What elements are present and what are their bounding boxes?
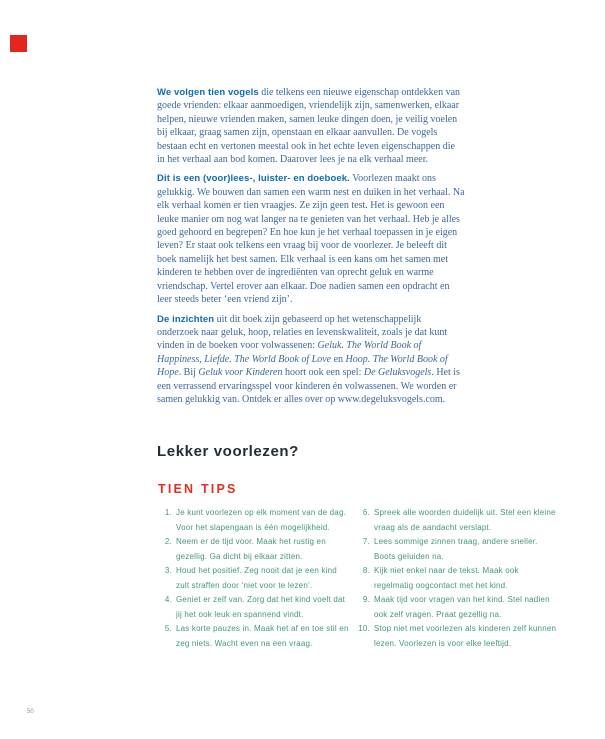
tip-text: Je kunt voorlezen op elk moment van de dag. Voor het slapengaan is één mogelijkheid. bbox=[176, 508, 347, 532]
paragraph-segment: die telkens een nieuwe eigenschap ontdekken van goede vrienden: elkaar aanmoedigen, vriendelijk zijn, samenwerken, elkaar helpen, nieuwe vrienden maken, samen leuke dingen doen, je veilig voelen bij elkaar, graag samen zijn, openstaan en elkaar aanvullen. De vogels bestaan echt en vertonen meestal ook in het echte leven eigenschappen die in het verhaal aan bod komen. Daarover lees je na elk verhaal meer. bbox=[157, 87, 461, 166]
paragraph-segment: . Bij bbox=[178, 367, 199, 379]
tip-item bbox=[358, 535, 558, 564]
tip-number: 10. bbox=[358, 624, 370, 633]
tips-column-right bbox=[358, 506, 558, 651]
tip-item bbox=[160, 506, 352, 535]
tip-item bbox=[358, 564, 558, 593]
tip-text: Stop niet met voorlezen als kinderen zelf kunnen lezen. Voorlezen is voor elke leeftijd. bbox=[374, 624, 557, 648]
tip-item bbox=[160, 593, 352, 622]
intro-paragraph-inzichten bbox=[157, 313, 465, 407]
tip-text: Spreek alle woorden duidelijk uit. Stel een kleine vraag als de aandacht verslapt. bbox=[374, 508, 556, 532]
tip-item bbox=[160, 564, 352, 593]
tip-text: Maak tijd voor vragen van het kind. Stel nadien ook zelf vragen. Praat gezellig na. bbox=[374, 595, 550, 619]
tip-number: 9. bbox=[362, 595, 370, 604]
tips-heading: TIEN TIPS bbox=[158, 482, 238, 496]
tip-item bbox=[358, 593, 558, 622]
tip-item bbox=[160, 622, 352, 651]
section-heading: Lekker voorlezen? bbox=[157, 443, 299, 460]
paragraph-segment: Liefde. The World Book of Love bbox=[204, 353, 332, 365]
tip-item bbox=[160, 535, 352, 564]
tip-number: 4. bbox=[164, 595, 172, 604]
tip-text: Kijk niet enkel naar de tekst. Maak ook regelmatig oogcontact met het kind. bbox=[374, 566, 519, 590]
paragraph-segment: . Het is een verrassend ervaringsspel voor kinderen én volwassenen. We worden er samen gelukkig van. Ontdek er alles over op www.degeluksvogels.com. bbox=[157, 367, 460, 405]
paragraph-lead-in: Dit is een (voor)lees-, luister- en doeboek. bbox=[157, 173, 350, 185]
paragraph-segment: Voorlezen maakt ons gelukkig. We bouwen dan samen een warm nest en duiken in het verhaal. Na elk verhaal komen er tien vraagjes. Ze zijn geen test. Het is gewoon een leuke manier om nog wat langer na te genieten van het verhaal. Heb je alles goed gehoord en begrepen? En hoe kun je het verhaal toepassen in je eigen leven? Er staat ook telkens een vraag bij voor de voorlezer. Je beleeft dit boek namelijk het best samen. Elk verhaal is een kans om het samen met kinderen te hebben over de ingrediënten van oprecht geluk en warme vriendschap. Vertel erover aan elkaar. Doe nadien samen een opdracht en leer steeds beter ‘een vriend zijn’. bbox=[157, 173, 465, 306]
paragraph-segment: Geluk. The World Book of Happiness bbox=[157, 340, 422, 365]
paragraph-segment: en bbox=[331, 353, 346, 365]
tip-number: 6. bbox=[362, 508, 370, 517]
intro-text-block bbox=[157, 86, 465, 406]
tip-number: 7. bbox=[362, 537, 370, 546]
tip-number: 5. bbox=[164, 624, 172, 633]
tip-number: 2. bbox=[164, 537, 172, 546]
tip-number: 1. bbox=[164, 508, 172, 517]
intro-paragraph-doeboek bbox=[157, 172, 465, 306]
intro-paragraph-vogels bbox=[157, 86, 465, 166]
tip-text: Lees sommige zinnen traag, andere sneller. Boots geluiden na. bbox=[374, 537, 538, 561]
paragraph-segment: Hoop. The World Book of Hope bbox=[157, 353, 448, 379]
tip-number: 3. bbox=[164, 566, 172, 575]
tip-text: Las korte pauzes in. Maak het af en toe stil en zeg niets. Wacht even na een vraag. bbox=[176, 624, 349, 648]
page-number: 50 bbox=[27, 709, 34, 715]
tip-text: Neem er de tijd voor. Maak het rustig en gezellig. Ga dicht bij elkaar zitten. bbox=[176, 537, 326, 561]
paragraph-segment: uit dit boek zijn gebaseerd op het wetenschappelijk onderzoek naar geluk, hoop, relaties en levenskwaliteit, zoals je dat kunt vinden in de boeken voor volwassenen: bbox=[157, 313, 448, 352]
paragraph-segment: Geluk voor Kinderen bbox=[198, 367, 283, 379]
tip-text: Houd het positief. Zeg nooit dat je een kind zult straffen door ‘niet voor te lezen’. bbox=[176, 566, 337, 590]
tip-number: 8. bbox=[362, 566, 370, 575]
paragraph-segment: hoort ook een spel: bbox=[282, 367, 364, 379]
paragraph-lead-in: We volgen tien vogels bbox=[157, 87, 259, 98]
tip-text: Geniet er zelf van. Zorg dat het kind voelt dat jij het ook leuk en spannend vindt. bbox=[176, 595, 346, 619]
paragraph-segment: De Geluksvogels bbox=[363, 367, 432, 379]
tip-item bbox=[358, 622, 558, 651]
tips-column-left bbox=[160, 506, 352, 651]
paragraph-lead-in: De inzichten bbox=[157, 313, 215, 325]
red-corner-marker bbox=[10, 35, 27, 52]
paragraph-segment: , bbox=[199, 353, 205, 365]
tip-item bbox=[358, 506, 558, 535]
